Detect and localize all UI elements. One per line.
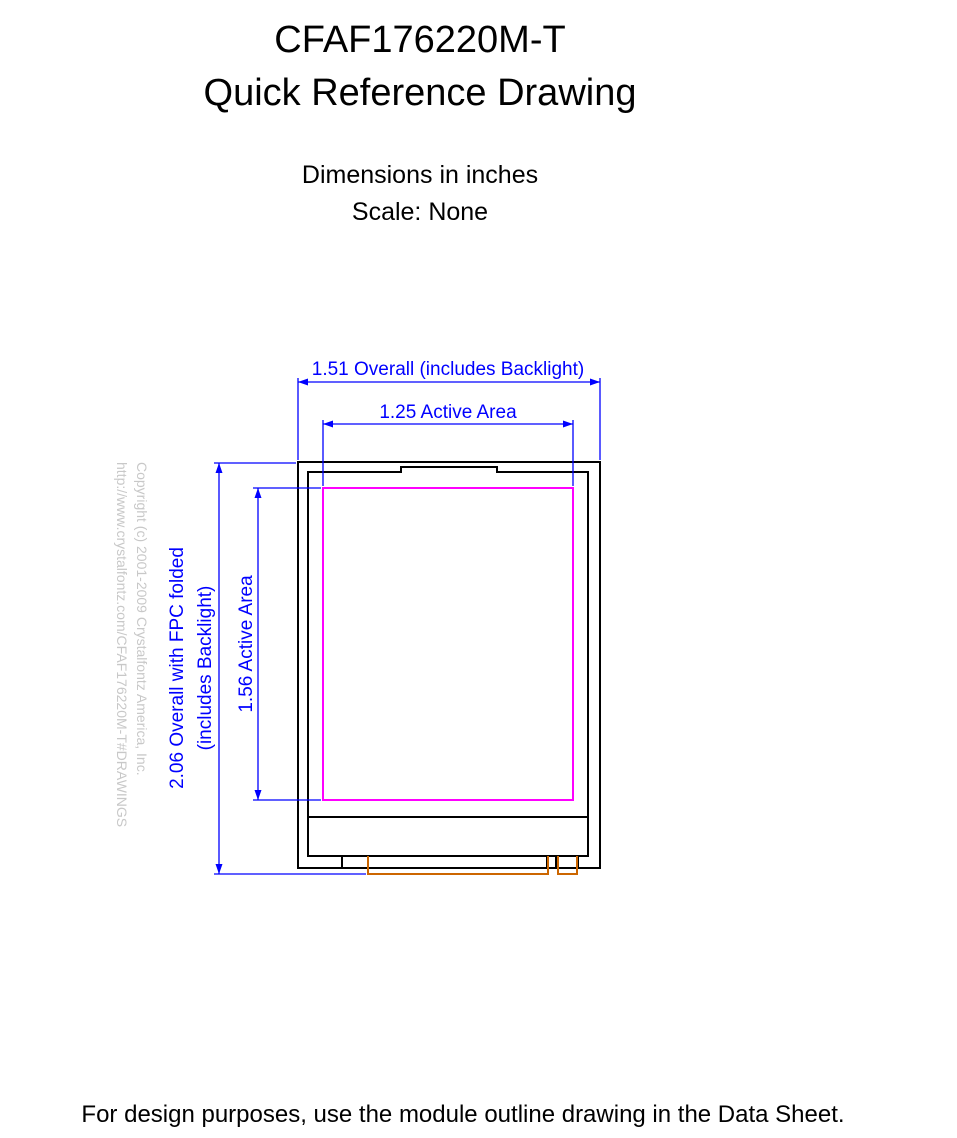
outer-frame bbox=[298, 462, 600, 868]
drawing-title-line1: CFAF176220M-T bbox=[274, 19, 566, 61]
fpc-tail bbox=[368, 856, 577, 874]
overall-height-label-line1: 2.06 Overall with FPC folded bbox=[167, 547, 188, 789]
module-outline bbox=[298, 462, 600, 868]
overall-height-label-line2: (includes Backlight) bbox=[195, 585, 216, 751]
overall-width-label: 1.51 Overall (includes Backlight) bbox=[311, 359, 585, 380]
dimension-active-height bbox=[253, 488, 321, 800]
copyright-line2: http://www.crystalfontz.com/CFAF176220M-T#DRAWINGS bbox=[114, 462, 130, 828]
active-area-outline bbox=[323, 488, 573, 800]
copyright-line1: Copyright (c) 2001-2009 Crystalfontz America, Inc. bbox=[134, 462, 150, 776]
active-height-label: 1.56 Active Area bbox=[236, 575, 257, 713]
drawing-title-line2: Quick Reference Drawing bbox=[203, 72, 637, 114]
fpc-main-tab bbox=[368, 856, 548, 874]
active-width-label: 1.25 Active Area bbox=[379, 402, 517, 423]
design-note-footer: For design purposes, use the module outline drawing in the Data Sheet. bbox=[81, 1101, 845, 1128]
scale-note: Scale: None bbox=[351, 198, 489, 226]
inner-frame bbox=[308, 467, 588, 856]
units-note: Dimensions in inches bbox=[301, 161, 539, 189]
dimension-active-width bbox=[323, 420, 573, 486]
fpc-small-tab bbox=[558, 856, 577, 874]
